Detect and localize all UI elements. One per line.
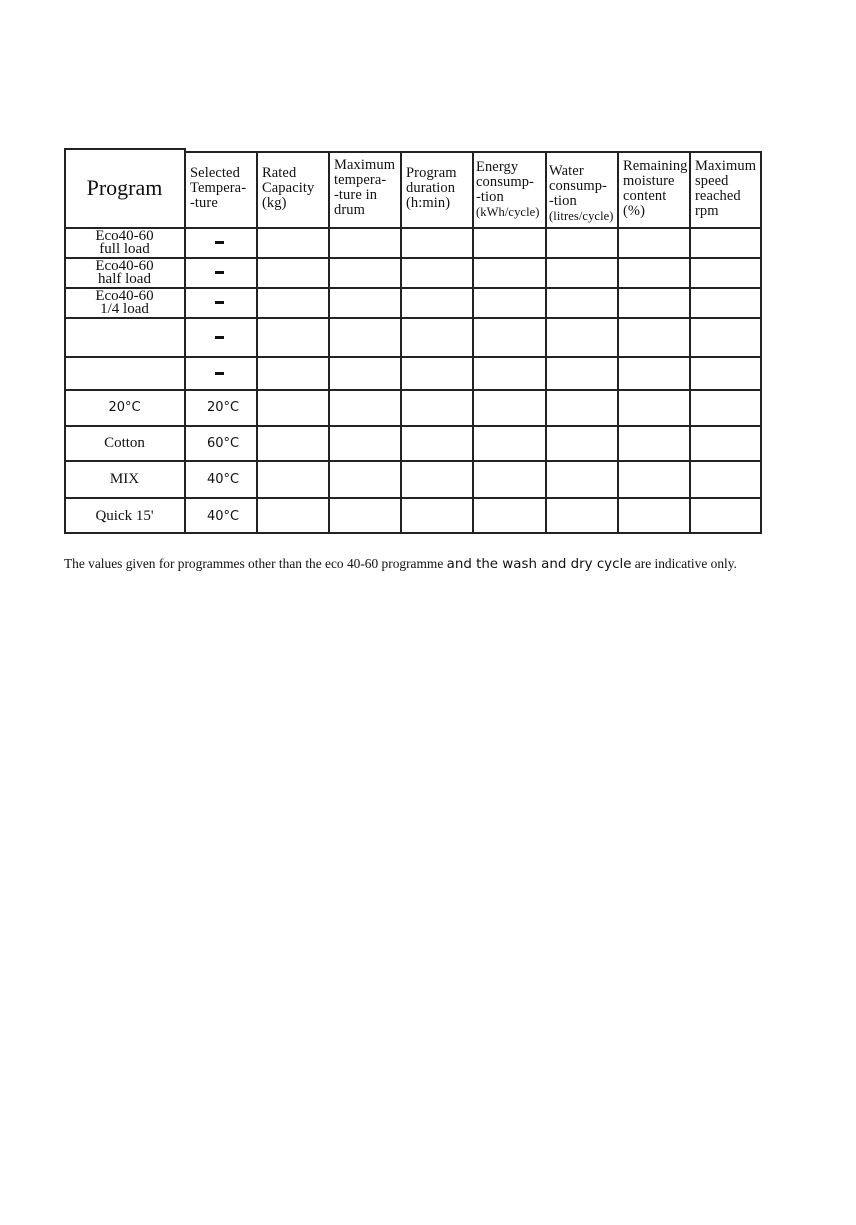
selected-temperature-cell — [186, 289, 255, 316]
empty-value-cell — [258, 358, 327, 388]
header-line: (litres/cycle) — [549, 209, 614, 223]
selected-temperature-cell — [186, 499, 255, 533]
footnote-text-1: The values given for programmes other than the eco 40-60 programme — [64, 556, 447, 571]
program-name-cell — [66, 462, 183, 496]
header-selected-temperature — [186, 150, 255, 226]
empty-value-cell — [402, 427, 471, 459]
header-line: -ture — [190, 195, 218, 211]
selected-temperature-cell — [186, 229, 255, 256]
empty-value-cell — [474, 391, 544, 424]
header-line: Remaining — [623, 158, 688, 174]
empty-value-cell — [691, 229, 761, 256]
empty-value-cell — [474, 358, 544, 388]
header-line: consump- — [549, 178, 607, 194]
empty-value-cell — [258, 259, 327, 286]
empty-value-cell — [258, 319, 327, 355]
header-line: Maximum — [695, 158, 757, 174]
empty-value-cell — [547, 289, 616, 316]
empty-value-cell — [691, 391, 761, 424]
header-line: -tion — [476, 189, 504, 205]
program-name: Eco40-60 — [95, 229, 154, 244]
header-water-consumption — [547, 150, 616, 226]
header-line: content — [623, 188, 667, 204]
program-name: MIX — [109, 470, 140, 487]
empty-value-cell — [330, 229, 399, 256]
dash-mark — [215, 372, 224, 375]
header-line: Selected — [190, 165, 240, 181]
header-line: Maximum — [334, 157, 396, 173]
empty-value-cell — [619, 259, 688, 286]
program-name-cell — [66, 229, 183, 256]
header-line: moisture — [623, 173, 675, 189]
program-name-cell — [66, 319, 183, 355]
empty-value-cell — [474, 319, 544, 355]
empty-value-cell — [330, 358, 399, 388]
empty-value-cell — [402, 319, 471, 355]
selected-temperature-cell — [186, 391, 255, 424]
dash-mark — [215, 336, 224, 339]
program-name: 20°C — [108, 400, 141, 415]
header-line: (kWh/cycle) — [476, 205, 540, 219]
empty-value-cell — [691, 319, 761, 355]
empty-value-cell — [402, 289, 471, 316]
header-line: Tempera- — [190, 180, 247, 196]
header-remaining-moisture — [619, 150, 688, 226]
program-name: full load — [99, 240, 150, 256]
empty-value-cell — [402, 499, 471, 533]
empty-value-cell — [402, 259, 471, 286]
selected-temperature-cell — [186, 358, 255, 388]
empty-value-cell — [330, 319, 399, 355]
empty-value-cell — [402, 358, 471, 388]
empty-value-cell — [547, 462, 616, 496]
header-line: Water — [549, 163, 584, 179]
program-name: Eco40-60 — [95, 259, 154, 274]
header-line: duration — [406, 180, 456, 196]
empty-value-cell — [547, 229, 616, 256]
program-name: Eco40-60 — [95, 289, 154, 304]
empty-value-cell — [474, 499, 544, 533]
selected-temperature-cell — [186, 427, 255, 459]
header-line: rpm — [695, 203, 719, 219]
empty-value-cell — [258, 229, 327, 256]
empty-value-cell — [330, 427, 399, 459]
program-name: Quick 15' — [95, 507, 154, 524]
empty-value-cell — [330, 462, 399, 496]
header-line: reached — [695, 188, 741, 204]
empty-value-cell — [619, 462, 688, 496]
empty-value-cell — [619, 358, 688, 388]
empty-value-cell — [619, 427, 688, 459]
header-line: (kg) — [262, 195, 287, 211]
empty-value-cell — [330, 259, 399, 286]
header-max-temperature — [330, 150, 399, 226]
empty-value-cell — [330, 391, 399, 424]
program-name-cell — [66, 499, 183, 533]
header-line: -tion — [549, 193, 577, 209]
header-energy-consumption — [474, 150, 544, 226]
empty-value-cell — [547, 499, 616, 533]
header-line: Program — [406, 165, 457, 181]
header-line: (%) — [623, 203, 646, 219]
empty-value-cell — [691, 259, 761, 286]
empty-value-cell — [402, 229, 471, 256]
empty-value-cell — [474, 259, 544, 286]
program-data-table — [64, 148, 762, 534]
empty-value-cell — [402, 462, 471, 496]
empty-value-cell — [619, 319, 688, 355]
header-line: -ture in — [334, 187, 378, 203]
empty-value-cell — [691, 289, 761, 316]
empty-value-cell — [330, 289, 399, 316]
empty-value-cell — [691, 499, 761, 533]
footnote-text-2: and the wash and dry cycle — [446, 557, 632, 572]
program-name-cell — [66, 391, 183, 424]
header-line: (h:min) — [406, 195, 451, 211]
program-name: half load — [98, 270, 151, 286]
program-name: Cotton — [104, 434, 145, 451]
selected-temperature-cell — [186, 462, 255, 496]
header-program-duration — [402, 150, 471, 226]
empty-value-cell — [547, 427, 616, 459]
empty-value-cell — [619, 391, 688, 424]
footnote-text-3: are indicative only. — [631, 556, 737, 571]
empty-value-cell — [474, 229, 544, 256]
empty-value-cell — [619, 229, 688, 256]
empty-value-cell — [619, 289, 688, 316]
header-max-speed — [691, 150, 761, 226]
empty-value-cell — [330, 499, 399, 533]
header-line: Rated — [262, 165, 297, 181]
header-line: speed — [695, 173, 729, 189]
dash-mark — [215, 241, 224, 244]
program-name-cell — [66, 427, 183, 459]
selected-temperature-cell — [186, 319, 255, 355]
empty-value-cell — [258, 499, 327, 533]
empty-value-cell — [547, 259, 616, 286]
empty-value-cell — [547, 358, 616, 388]
header-line: tempera- — [334, 172, 387, 188]
selected-temperature: 60°C — [207, 435, 240, 451]
program-name-cell — [66, 259, 183, 286]
header-program-label: Program — [86, 175, 163, 200]
program-name-cell — [66, 289, 183, 316]
empty-value-cell — [474, 427, 544, 459]
empty-value-cell — [619, 499, 688, 533]
empty-value-cell — [474, 289, 544, 316]
header-line: consump- — [476, 174, 534, 190]
empty-value-cell — [691, 427, 761, 459]
program-name-cell — [66, 358, 183, 388]
empty-value-cell — [258, 391, 327, 424]
footnote — [64, 556, 824, 572]
header-rated-capacity — [258, 150, 327, 226]
empty-value-cell — [258, 289, 327, 316]
empty-value-cell — [547, 391, 616, 424]
header-line: Capacity — [262, 180, 315, 196]
selected-temperature-cell — [186, 259, 255, 286]
empty-value-cell — [258, 462, 327, 496]
empty-value-cell — [547, 319, 616, 355]
program-name: 1/4 load — [100, 300, 149, 316]
selected-temperature: 40°C — [207, 508, 240, 524]
selected-temperature: 20°C — [207, 400, 240, 415]
dash-mark — [215, 301, 224, 304]
dash-mark — [215, 271, 224, 274]
selected-temperature: 40°C — [207, 471, 240, 487]
empty-value-cell — [691, 462, 761, 496]
header-program — [66, 150, 183, 226]
empty-value-cell — [258, 427, 327, 459]
empty-value-cell — [474, 462, 544, 496]
empty-value-cell — [402, 391, 471, 424]
header-line: Energy — [476, 159, 519, 175]
empty-value-cell — [691, 358, 761, 388]
header-line: drum — [334, 202, 366, 218]
